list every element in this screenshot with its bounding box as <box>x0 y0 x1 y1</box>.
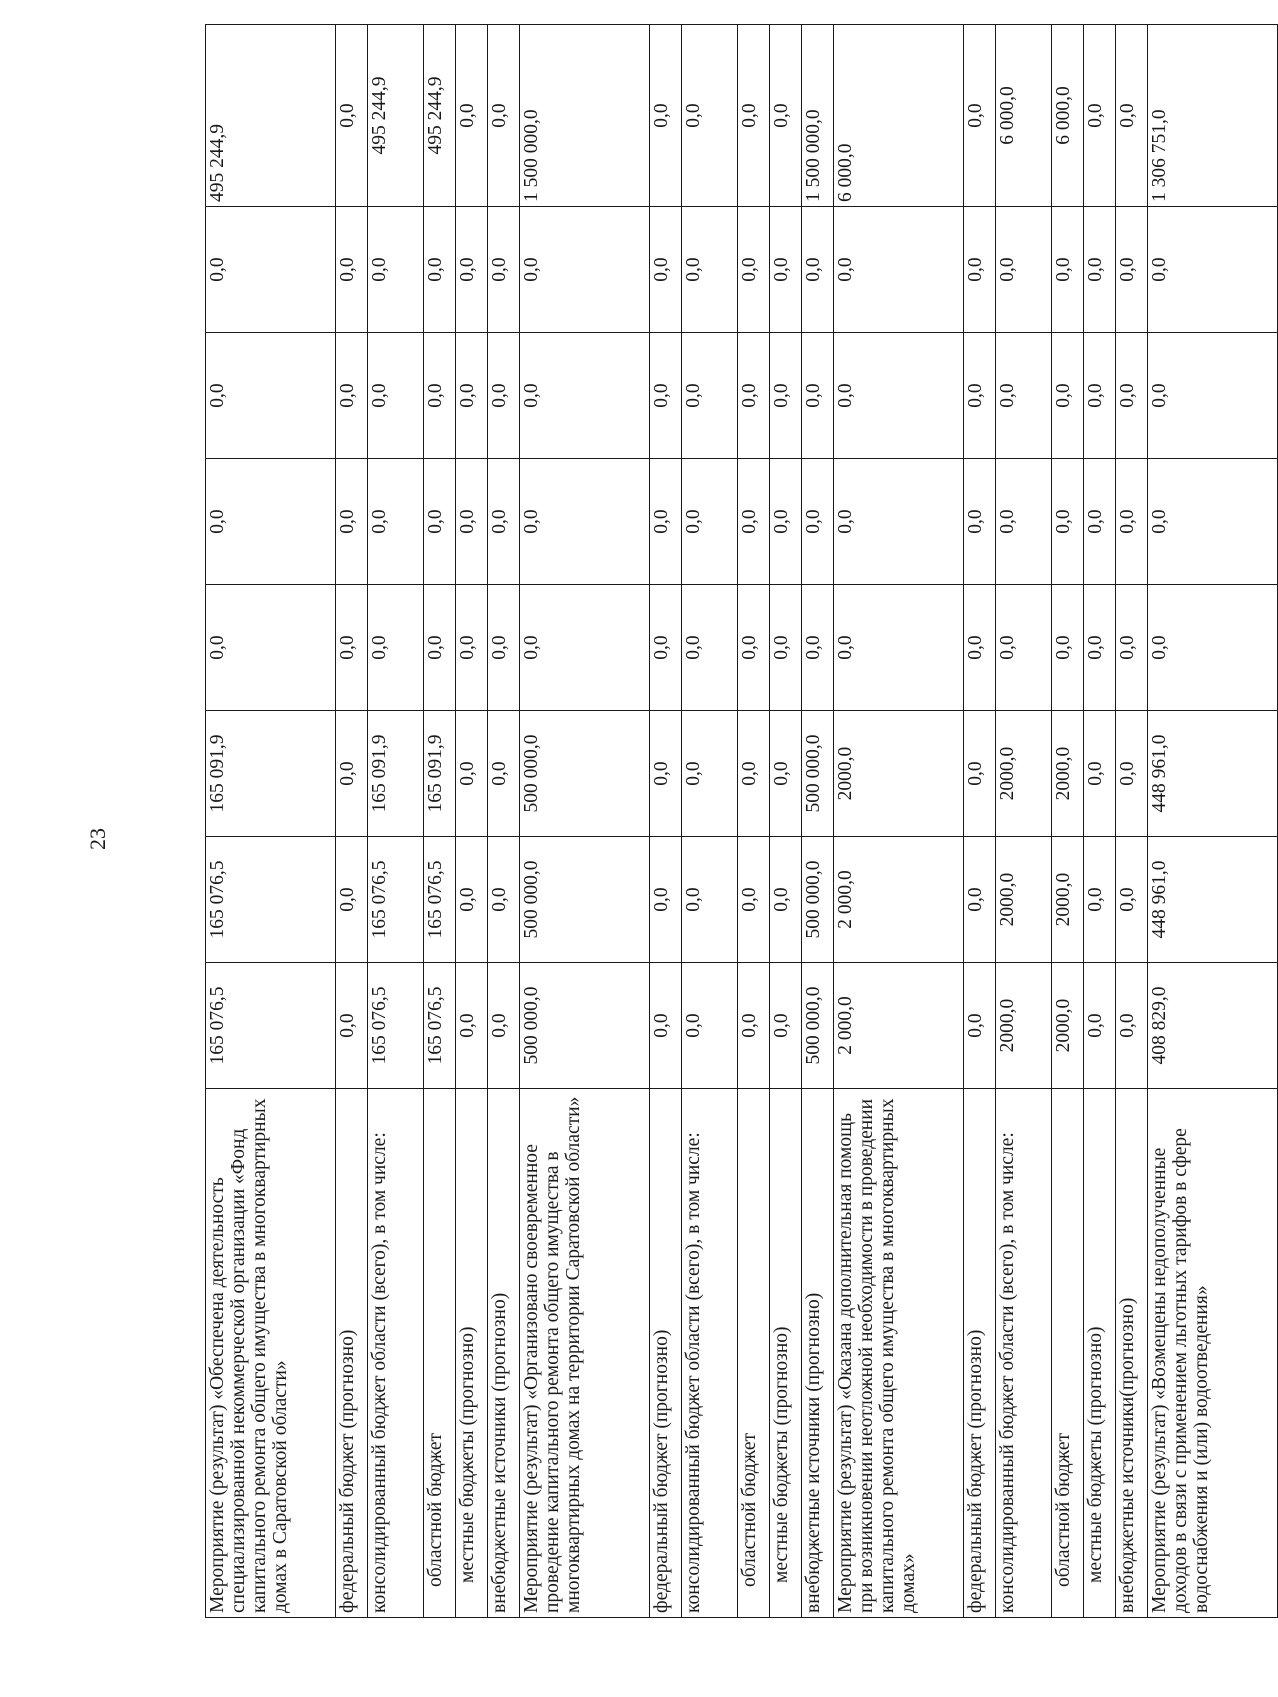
value-cell: 0,0 <box>1116 459 1148 585</box>
value-cell: 0,0 <box>996 333 1052 459</box>
value-cell: 0,0 <box>802 207 834 333</box>
value-cell: 0,0 <box>770 585 802 711</box>
value-cell: 0,0 <box>964 333 996 459</box>
value-cell: 0,0 <box>1084 333 1116 459</box>
table-row <box>996 25 1052 1618</box>
value-cell: 2000,0 <box>1052 711 1084 837</box>
value-cell: 0,0 <box>1052 459 1084 585</box>
table-row <box>206 25 336 1618</box>
value-cell: 0,0 <box>682 585 738 711</box>
value-cell: 0,0 <box>368 333 424 459</box>
value-cell: 0,0 <box>456 459 488 585</box>
value-cell: 0,0 <box>1116 711 1148 837</box>
total-cell: 6 000,0 <box>1052 25 1084 207</box>
value-cell: 0,0 <box>1148 207 1278 333</box>
value-cell: 0,0 <box>1148 333 1278 459</box>
table-row <box>520 25 650 1618</box>
value-cell: 0,0 <box>770 459 802 585</box>
value-cell: 0,0 <box>964 585 996 711</box>
value-cell: 0,0 <box>682 459 738 585</box>
total-cell: 0,0 <box>770 25 802 207</box>
value-cell: 165 091,9 <box>368 711 424 837</box>
total-cell: 1 500 000,0 <box>520 25 650 207</box>
value-cell: 0,0 <box>834 585 964 711</box>
value-cell: 165 076,5 <box>206 837 336 963</box>
value-cell: 0,0 <box>1116 333 1148 459</box>
value-cell: 500 000,0 <box>802 711 834 837</box>
value-cell: 0,0 <box>520 459 650 585</box>
value-cell: 0,0 <box>1116 585 1148 711</box>
row-label: областной бюджет <box>424 1089 456 1618</box>
total-cell: 1 306 751,0 <box>1148 25 1278 207</box>
value-cell: 0,0 <box>802 585 834 711</box>
value-cell: 0,0 <box>650 207 682 333</box>
value-cell: 0,0 <box>488 333 520 459</box>
value-cell: 2000,0 <box>1052 963 1084 1089</box>
value-cell: 0,0 <box>456 963 488 1089</box>
value-cell: 0,0 <box>456 207 488 333</box>
row-label: консолидированный бюджет области (всего), в том числе: <box>368 1089 424 1618</box>
table-row <box>424 25 456 1618</box>
table-row <box>1052 25 1084 1618</box>
value-cell: 0,0 <box>456 585 488 711</box>
value-cell: 0,0 <box>488 837 520 963</box>
value-cell: 0,0 <box>1084 207 1116 333</box>
total-cell: 0,0 <box>488 25 520 207</box>
value-cell: 2 000,0 <box>834 963 964 1089</box>
value-cell: 0,0 <box>336 963 368 1089</box>
total-cell: 0,0 <box>1116 25 1148 207</box>
value-cell: 0,0 <box>996 207 1052 333</box>
value-cell: 0,0 <box>1052 333 1084 459</box>
row-label: Мероприятие (результат) «Обеспечена деятельность специализированной некоммерческой организации «Фонд капитального ремонта общего имущества в многоквартирных домах в Саратовской области» <box>206 1089 336 1618</box>
value-cell: 0,0 <box>336 459 368 585</box>
value-cell: 0,0 <box>368 459 424 585</box>
value-cell: 0,0 <box>964 459 996 585</box>
value-cell: 0,0 <box>456 711 488 837</box>
value-cell: 0,0 <box>650 333 682 459</box>
table-row <box>1116 25 1148 1618</box>
table-row <box>1084 25 1116 1618</box>
value-cell: 165 076,5 <box>424 837 456 963</box>
value-cell: 0,0 <box>650 459 682 585</box>
value-cell: 0,0 <box>770 207 802 333</box>
value-cell: 0,0 <box>488 963 520 1089</box>
value-cell: 0,0 <box>650 585 682 711</box>
value-cell: 0,0 <box>738 585 770 711</box>
value-cell: 0,0 <box>206 207 336 333</box>
value-cell: 165 091,9 <box>206 711 336 837</box>
value-cell: 0,0 <box>738 207 770 333</box>
total-cell: 0,0 <box>1084 25 1116 207</box>
value-cell: 0,0 <box>206 585 336 711</box>
total-cell: 495 244,9 <box>368 25 424 207</box>
value-cell: 0,0 <box>424 207 456 333</box>
value-cell: 0,0 <box>424 585 456 711</box>
total-cell: 1 500 000,0 <box>802 25 834 207</box>
total-cell: 0,0 <box>964 25 996 207</box>
row-label: Мероприятие (результат) «Организовано своевременное проведение капитального ремонта общего имущества в многоквартирных домах на территории Саратовской области» <box>520 1089 650 1618</box>
value-cell: 500 000,0 <box>802 963 834 1089</box>
value-cell: 0,0 <box>336 585 368 711</box>
value-cell: 0,0 <box>1084 459 1116 585</box>
value-cell: 0,0 <box>368 207 424 333</box>
value-cell: 0,0 <box>1084 585 1116 711</box>
value-cell: 0,0 <box>520 333 650 459</box>
row-label: областной бюджет <box>738 1089 770 1618</box>
value-cell: 0,0 <box>520 207 650 333</box>
value-cell: 0,0 <box>488 711 520 837</box>
value-cell: 0,0 <box>682 837 738 963</box>
value-cell: 0,0 <box>336 207 368 333</box>
table-row <box>834 25 964 1618</box>
row-label: Мероприятие (результат) «Оказана дополнительная помощь при возникновении неотложной необходимости в проведении капитального ремонта общего имущества в многоквартирных домах» <box>834 1089 964 1618</box>
table-row <box>488 25 520 1618</box>
row-label: федеральный бюджет (прогнозно) <box>650 1089 682 1618</box>
value-cell: 0,0 <box>770 837 802 963</box>
value-cell: 0,0 <box>424 333 456 459</box>
value-cell: 2000,0 <box>996 837 1052 963</box>
value-cell: 0,0 <box>770 711 802 837</box>
value-cell: 0,0 <box>964 711 996 837</box>
value-cell: 2000,0 <box>1052 837 1084 963</box>
page-number: 23 <box>85 828 110 850</box>
value-cell: 0,0 <box>1084 963 1116 1089</box>
value-cell: 500 000,0 <box>520 963 650 1089</box>
value-cell: 2000,0 <box>996 711 1052 837</box>
value-cell: 0,0 <box>650 711 682 837</box>
table-row <box>456 25 488 1618</box>
value-cell: 0,0 <box>336 711 368 837</box>
value-cell: 0,0 <box>336 837 368 963</box>
value-cell: 0,0 <box>1116 837 1148 963</box>
total-cell: 0,0 <box>738 25 770 207</box>
row-label: местные бюджеты (прогнозно) <box>456 1089 488 1618</box>
total-cell: 495 244,9 <box>424 25 456 207</box>
value-cell: 0,0 <box>424 459 456 585</box>
value-cell: 0,0 <box>520 585 650 711</box>
total-cell: 0,0 <box>456 25 488 207</box>
row-label: Мероприятие (результат) «Возмещены недополученные доходов в связи с применением льготных тарифов в сфере водоснабжения и (или) водоотведения» <box>1148 1089 1278 1618</box>
value-cell: 165 076,5 <box>424 963 456 1089</box>
total-cell: 0,0 <box>682 25 738 207</box>
value-cell: 165 076,5 <box>206 963 336 1089</box>
row-label: внебюджетные источники(прогнозно) <box>1116 1089 1148 1618</box>
table-row <box>802 25 834 1618</box>
value-cell: 0,0 <box>738 837 770 963</box>
value-cell: 0,0 <box>802 333 834 459</box>
row-label: федеральный бюджет (прогнозно) <box>964 1089 996 1618</box>
value-cell: 2 000,0 <box>834 837 964 963</box>
table-row <box>650 25 682 1618</box>
row-label: внебюджетные источники (прогнозно) <box>488 1089 520 1618</box>
value-cell: 0,0 <box>488 585 520 711</box>
value-cell: 448 961,0 <box>1148 711 1278 837</box>
row-label: федеральный бюджет (прогнозно) <box>336 1089 368 1618</box>
value-cell: 0,0 <box>682 711 738 837</box>
value-cell: 0,0 <box>206 333 336 459</box>
value-cell: 0,0 <box>682 963 738 1089</box>
row-label: консолидированный бюджет области (всего), в том числе: <box>996 1089 1052 1618</box>
value-cell: 0,0 <box>770 333 802 459</box>
value-cell: 0,0 <box>738 459 770 585</box>
budget-table <box>205 24 1278 1618</box>
value-cell: 0,0 <box>770 963 802 1089</box>
row-label: местные бюджеты (прогнозно) <box>1084 1089 1116 1618</box>
value-cell: 165 076,5 <box>368 837 424 963</box>
value-cell: 0,0 <box>206 459 336 585</box>
value-cell: 2000,0 <box>834 711 964 837</box>
value-cell: 0,0 <box>834 207 964 333</box>
value-cell: 0,0 <box>1116 207 1148 333</box>
value-cell: 0,0 <box>996 585 1052 711</box>
value-cell: 0,0 <box>1116 963 1148 1089</box>
table-row <box>1148 25 1278 1618</box>
value-cell: 0,0 <box>488 459 520 585</box>
value-cell: 0,0 <box>996 459 1052 585</box>
value-cell: 0,0 <box>650 837 682 963</box>
total-cell: 6 000,0 <box>996 25 1052 207</box>
value-cell: 0,0 <box>682 207 738 333</box>
value-cell: 0,0 <box>738 711 770 837</box>
value-cell: 0,0 <box>802 459 834 585</box>
total-cell: 0,0 <box>336 25 368 207</box>
value-cell: 0,0 <box>964 837 996 963</box>
total-cell: 0,0 <box>650 25 682 207</box>
table-row <box>770 25 802 1618</box>
value-cell: 500 000,0 <box>802 837 834 963</box>
value-cell: 0,0 <box>456 837 488 963</box>
row-label: областной бюджет <box>1052 1089 1084 1618</box>
value-cell: 0,0 <box>1052 207 1084 333</box>
value-cell: 2000,0 <box>996 963 1052 1089</box>
total-cell: 6 000,0 <box>834 25 964 207</box>
value-cell: 0,0 <box>738 963 770 1089</box>
table-row <box>368 25 424 1618</box>
value-cell: 0,0 <box>488 207 520 333</box>
value-cell: 448 961,0 <box>1148 837 1278 963</box>
value-cell: 0,0 <box>834 333 964 459</box>
value-cell: 0,0 <box>1084 837 1116 963</box>
value-cell: 0,0 <box>368 585 424 711</box>
value-cell: 500 000,0 <box>520 711 650 837</box>
value-cell: 0,0 <box>456 333 488 459</box>
table-row <box>336 25 368 1618</box>
value-cell: 0,0 <box>1148 459 1278 585</box>
row-label: местные бюджеты (прогнозно) <box>770 1089 802 1618</box>
value-cell: 0,0 <box>1084 711 1116 837</box>
table-row <box>964 25 996 1618</box>
value-cell: 0,0 <box>650 963 682 1089</box>
row-label: внебюджетные источники (прогнозно) <box>802 1089 834 1618</box>
value-cell: 165 091,9 <box>424 711 456 837</box>
value-cell: 0,0 <box>834 459 964 585</box>
table-row <box>682 25 738 1618</box>
value-cell: 165 076,5 <box>368 963 424 1089</box>
rotated-table-container <box>205 76 1213 1618</box>
value-cell: 0,0 <box>1148 585 1278 711</box>
row-label: консолидированный бюджет области (всего), в том числе: <box>682 1089 738 1618</box>
value-cell: 408 829,0 <box>1148 963 1278 1089</box>
value-cell: 0,0 <box>738 333 770 459</box>
value-cell: 0,0 <box>1052 585 1084 711</box>
value-cell: 0,0 <box>336 333 368 459</box>
total-cell: 495 244,9 <box>206 25 336 207</box>
table-row <box>738 25 770 1618</box>
value-cell: 500 000,0 <box>520 837 650 963</box>
value-cell: 0,0 <box>964 207 996 333</box>
value-cell: 0,0 <box>682 333 738 459</box>
value-cell: 0,0 <box>964 963 996 1089</box>
